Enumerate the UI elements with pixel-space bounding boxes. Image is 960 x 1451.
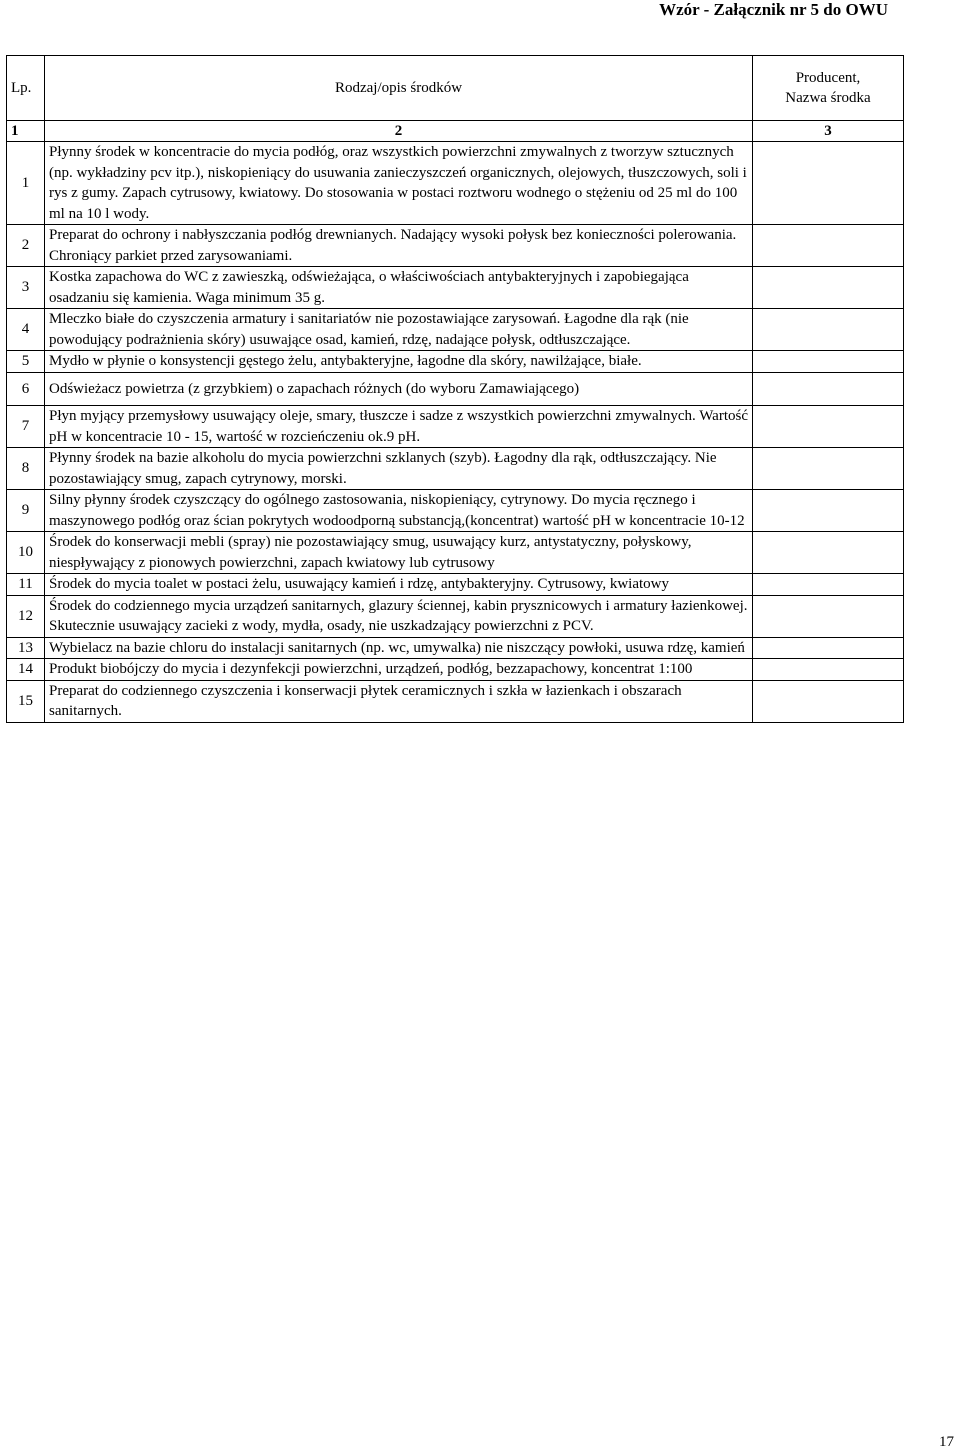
row-description: Preparat do ochrony i nabłyszczania podłóg drewnianych. Nadający wysoki połysk bez konieczności polerowania. Chroniący parkiet przed zarysowaniami. (45, 225, 753, 267)
table-row (7, 372, 904, 406)
row-description: Produkt biobójczy do mycia i dezynfekcji powierzchni, urządzeń, podłóg, bezzapachowy, koncentrat 1:100 (45, 659, 753, 681)
row-producer[interactable] (753, 309, 904, 351)
column-number: 2 (45, 121, 753, 142)
row-producer[interactable] (753, 142, 904, 225)
row-lp: 1 (7, 142, 45, 225)
column-number: 1 (7, 121, 45, 142)
table-row (7, 490, 904, 532)
page-number: 17 (939, 1434, 954, 1450)
row-producer[interactable] (753, 680, 904, 722)
row-lp: 15 (7, 680, 45, 722)
row-lp: 5 (7, 351, 45, 373)
table-row (7, 267, 904, 309)
row-producer[interactable] (753, 351, 904, 373)
document-header: Wzór - Załącznik nr 5 do OWU (659, 0, 888, 19)
header-producer-line2: Nazwa środka (785, 90, 871, 106)
table-row (7, 532, 904, 574)
row-producer[interactable] (753, 406, 904, 448)
row-lp: 12 (7, 595, 45, 637)
row-description: Środek do konserwacji mebli (spray) nie pozostawiający smug, usuwający kurz, antystatyczny, połyskowy, niespływający z pionowych powierzchni, zapach kwiatowy lub cytrusowy (45, 532, 753, 574)
row-description: Płynny środek na bazie alkoholu do mycia powierzchni szklanych (szyb). Łagodny dla rąk, odtłuszczający. Nie pozostawiający smug, zapach cytrynowy, morski. (45, 448, 753, 490)
row-producer[interactable] (753, 574, 904, 596)
table-row (7, 595, 904, 637)
row-producer[interactable] (753, 267, 904, 309)
table-row (7, 637, 904, 659)
header-description: Rodzaj/opis środków (45, 56, 753, 121)
header-producer (753, 56, 904, 121)
row-description: Środek do mycia toalet w postaci żelu, usuwający kamień i rdzę, antybakteryjny. Cytrusowy, kwiatowy (45, 574, 753, 596)
row-lp: 14 (7, 659, 45, 681)
row-lp: 2 (7, 225, 45, 267)
row-lp: 9 (7, 490, 45, 532)
table-row (7, 574, 904, 596)
row-lp: 13 (7, 637, 45, 659)
row-description: Preparat do codziennego czyszczenia i konserwacji płytek ceramicznych i szkła w łazienkach i obszarach sanitarnych. (45, 680, 753, 722)
row-description: Środek do codziennego mycia urządzeń sanitarnych, glazury ściennej, kabin prysznicowych i armatury łazienkowej. Skutecznie usuwający zacieki z wody, mydła, osady, nie uszkadzający powierzchni z PCV. (45, 595, 753, 637)
row-description: Kostka zapachowa do WC z zawieszką, odświeżająca, o właściwościach antybakteryjnych i zapobiegająca osadzaniu się kamienia. Waga minimum 35 g. (45, 267, 753, 309)
table-header-row (7, 56, 904, 121)
row-description: Płyn myjący przemysłowy usuwający oleje, smary, tłuszcze i sadze z wszystkich powierzchni zmywalnych. Wartość pH w koncentracie 10 - 15, wartość w rozcieńczeniu ok.9 pH. (45, 406, 753, 448)
row-lp: 7 (7, 406, 45, 448)
table-row (7, 406, 904, 448)
header-producer-line1: Producent, (795, 70, 861, 86)
table-row (7, 351, 904, 373)
row-producer[interactable] (753, 532, 904, 574)
row-description: Mydło w płynie o konsystencji gęstego żelu, antybakteryjne, łagodne dla skóry, nawilżające, białe. (45, 351, 753, 373)
table-row (7, 142, 904, 225)
row-lp: 6 (7, 372, 45, 406)
header-lp: Lp. (7, 56, 45, 121)
row-lp: 10 (7, 532, 45, 574)
products-table (6, 55, 904, 723)
row-description: Mleczko białe do czyszczenia armatury i sanitariatów nie pozostawiające zarysowań. Łagodne dla rąk (nie powodujący podrażnienia skóry) usuwające osad, kamień, rdzę, nadające połysk, odtłuszczające. (45, 309, 753, 351)
table-row (7, 659, 904, 681)
row-lp: 11 (7, 574, 45, 596)
table-row (7, 309, 904, 351)
table-body (7, 142, 904, 723)
row-description: Odświeżacz powietrza (z grzybkiem) o zapachach różnych (do wyboru Zamawiającego) (45, 372, 753, 406)
column-numbers-row (7, 121, 904, 142)
table-row (7, 225, 904, 267)
row-producer[interactable] (753, 225, 904, 267)
row-producer[interactable] (753, 659, 904, 681)
row-description: Wybielacz na bazie chloru do instalacji sanitarnych (np. wc, umywalka) nie niszczący powłoki, usuwa rdzę, kamień (45, 637, 753, 659)
row-description: Płynny środek w koncentracie do mycia podłóg, oraz wszystkich powierzchni zmywalnych z tworzyw sztucznych (np. wykładziny pcv itp.), niskopieniący do usuwania zanieczyszczeń organicznych, olejowych, tłuszczowych, soli i rys z gumy. Zapach cytrusowy, kwiatowy. Do stosowania w postaci roztworu wodnego o stężeniu od 25 ml do 100 ml na 10 l wody. (45, 142, 753, 225)
row-lp: 3 (7, 267, 45, 309)
row-producer[interactable] (753, 372, 904, 406)
table-row (7, 448, 904, 490)
row-description: Silny płynny środek czyszczący do ogólnego zastosowania, niskopieniący, cytrynowy. Do mycia ręcznego i maszynowego podłóg oraz ścian pokrytych wodoodporną substancją,(koncentrat) wartość pH w koncentracie 10-12 (45, 490, 753, 532)
row-producer[interactable] (753, 490, 904, 532)
row-producer[interactable] (753, 637, 904, 659)
row-lp: 8 (7, 448, 45, 490)
table-row (7, 680, 904, 722)
column-number: 3 (753, 121, 904, 142)
row-lp: 4 (7, 309, 45, 351)
row-producer[interactable] (753, 595, 904, 637)
row-producer[interactable] (753, 448, 904, 490)
